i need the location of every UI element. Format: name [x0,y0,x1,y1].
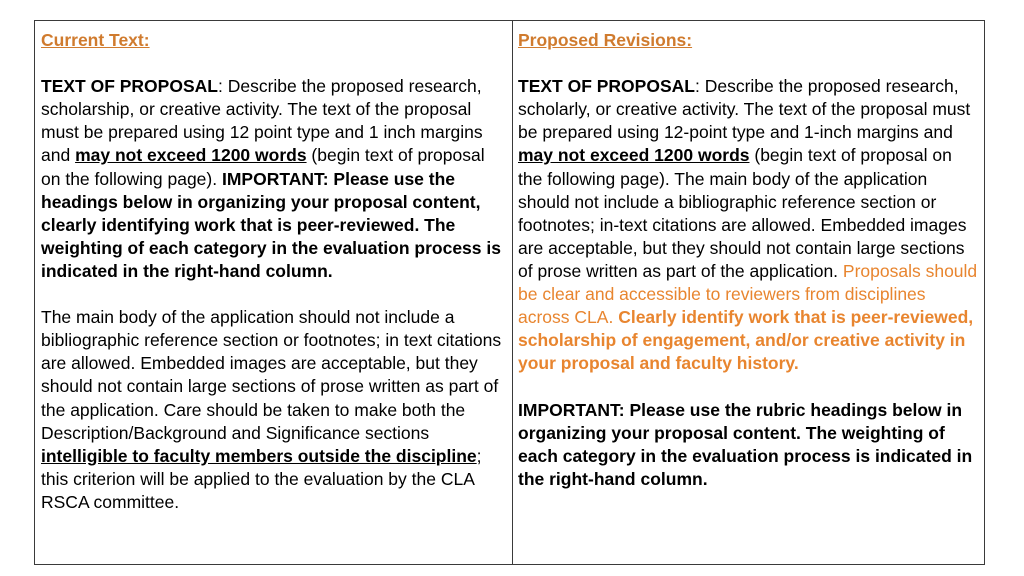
current-text-header: Current Text: [41,30,150,50]
text-segment: (begin text of proposal on the following page). The main body of the application should not include a bibliographic reference section or footnotes; in-text citations are allowed. Embedded images are acceptable, but they should not contain large sections of prose written as part of the application. [518,145,967,281]
word-limit-text: may not exceed 1200 words [518,145,750,166]
text-segment: : Describe the proposed research, scholarship, or creative activity. The text of the proposal must be prepared using 12 point type and 1 inch margins and [41,76,483,166]
current-text-column [35,21,513,564]
peer-review-revision: Clearly identify work that is peer-reviewed, scholarship of engagement, and/or creative activity in your proposal and faculty history. [518,307,974,374]
accessibility-revision: Proposals should be clear and accessible to reviewers from disciplines across CLA. [518,260,978,328]
text-segment: (begin text of proposal on the following page). [41,145,485,189]
intelligible-emphasis: intelligible to faculty members outside the discipline [41,445,477,466]
text-segment: The main body of the application should not include a bibliographic reference section or footnotes; in text citations are allowed. Embedded images are acceptable, but they should not contain large sections of prose written as part of the application. Care should be taken to make both the Description/Background and Significance sections [41,307,502,443]
comparison-table [34,20,985,565]
word-limit-text: may not exceed 1200 words [75,145,307,166]
text-segment: : Describe the proposed research, scholarly, or creative activity. The text of the proposal must be prepared using 12-point type and 1-inch margins and [518,76,971,143]
text-segment: ; this criterion will be applied to the evaluation by the CLA RSCA committee. [41,445,482,512]
current-text-paragraph-1 [41,75,506,283]
important-note: IMPORTANT: Please use the headings below in organizing your proposal content, clearly identifying work that is peer-reviewed. The weighting of each category in the evaluation process is indicated in the right-hand column. [41,168,501,281]
proposed-revisions-column [513,21,984,564]
important-note: IMPORTANT: Please use the rubric headings below in organizing your proposal content. The weighting of each category in the evaluation process is indicated in the right-hand column. [518,399,973,489]
proposed-revisions-header: Proposed Revisions: [518,30,693,50]
current-text-paragraph-2 [41,306,506,514]
text-of-proposal-label: TEXT OF PROPOSAL [518,76,695,97]
proposed-text-paragraph-1 [518,75,980,375]
text-of-proposal-label: TEXT OF PROPOSAL [41,76,218,97]
